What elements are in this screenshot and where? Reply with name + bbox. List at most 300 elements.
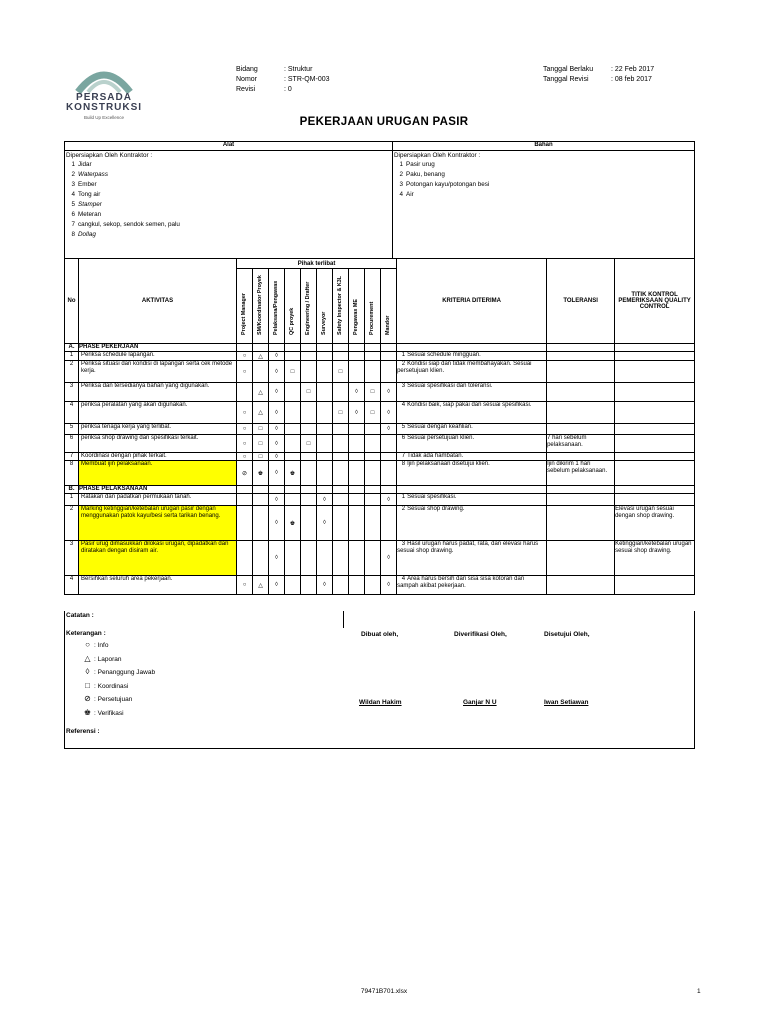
phase-label: PHASE PEKERJAAN	[79, 344, 237, 352]
role-marker	[365, 541, 381, 576]
row-activity: periksa peralatan yang akan digunakan.	[79, 402, 237, 424]
pihak-header-cell	[381, 269, 397, 344]
role-marker	[333, 435, 349, 453]
role-marker	[333, 402, 349, 424]
role-cell	[301, 344, 317, 352]
role-marker	[301, 361, 317, 383]
file-name: 79471B701.xlsx	[360, 988, 408, 995]
role-marker	[237, 506, 253, 541]
revisi-value: : 0	[284, 86, 292, 93]
pihak-header-cell	[301, 269, 317, 344]
role-marker-symbol: ◊	[275, 440, 278, 447]
role-marker	[253, 361, 269, 383]
alat-item-text: Stamper	[78, 201, 102, 208]
role-marker	[253, 461, 269, 486]
bahan-item-number: 2	[399, 171, 403, 178]
role-marker-symbol: ◊	[275, 409, 278, 416]
role-marker	[381, 361, 397, 383]
role-marker-symbol: ◊	[275, 368, 278, 375]
row-kriteria-text: Kondisi baik, siap pakai dan sesuai spesifikasi.	[407, 402, 532, 408]
role-marker	[365, 424, 381, 435]
role-marker-symbol: ♚	[257, 470, 264, 477]
dibuat-label: Dibuat oleh,	[361, 631, 399, 638]
company-logo	[58, 64, 150, 124]
row-kriteria	[397, 435, 547, 453]
role-marker	[301, 506, 317, 541]
row-kriteria-number: 4	[401, 402, 406, 408]
role-marker	[253, 435, 269, 453]
role-marker	[285, 461, 301, 486]
row-toleransi: Ijin dikirim 1 hari sebelum pelaksanaan.	[547, 461, 615, 486]
row-kriteria-number: 1	[401, 352, 406, 358]
role-marker	[301, 541, 317, 576]
alat-intro: Dipersiapkan Oleh Kontraktor :	[66, 152, 153, 159]
row-activity: Pasir urug dimasukkan dilokasi urugan, dipadatkan dan diratakan dengan disiram air.	[79, 541, 237, 576]
legend-symbol-icon: ⊘	[84, 694, 91, 703]
bahan-item-text: Pasir urug	[406, 161, 435, 168]
role-marker	[365, 461, 381, 486]
titik-kontrol-cell	[615, 344, 695, 352]
role-marker-symbol: ◊	[275, 520, 278, 526]
toleransi-cell	[547, 486, 615, 494]
role-marker	[349, 541, 365, 576]
role-marker	[301, 461, 317, 486]
row-kriteria-text: Ijin pelaksanaan disetujui klien.	[407, 461, 490, 467]
legend-item	[81, 654, 241, 668]
row-toleransi	[547, 576, 615, 595]
legend-item	[81, 681, 241, 695]
role-marker-symbol: ◊	[275, 582, 278, 588]
bahan-item	[393, 160, 694, 170]
kriteria-cell	[397, 344, 547, 352]
row-kriteria-text: Hasil urugan harus padat, rata, dan elevasi harus sesuai shop drawing.	[397, 541, 539, 554]
bidang-label: Bidang	[236, 66, 258, 73]
row-kriteria-text: Sesuai persetujuan klien.	[407, 435, 475, 441]
role-marker-symbol: ◊	[387, 426, 391, 432]
role-marker	[237, 576, 253, 595]
row-activity: Periksa situasi dan kondisi di lapangan serta cek metode kerja.	[79, 361, 237, 383]
row-kriteria-number: 6	[401, 435, 406, 441]
page-title: PEKERJAAN URUGAN PASIR	[299, 116, 469, 128]
row-kriteria-number: 8	[401, 461, 406, 467]
row-toleransi	[547, 402, 615, 424]
role-marker	[365, 383, 381, 402]
row-toleransi	[547, 424, 615, 435]
alat-item-number: 1	[71, 161, 75, 168]
role-marker-symbol: □	[306, 389, 311, 395]
role-marker	[237, 352, 253, 361]
row-titik-kontrol	[615, 402, 695, 424]
role-marker	[269, 461, 285, 486]
role-marker	[285, 424, 301, 435]
legend-symbol-icon: ○	[85, 640, 90, 649]
row-titik-kontrol	[615, 361, 695, 383]
row-activity: Koordinasi dengan pihak terkait.	[79, 453, 237, 461]
phase-b-row	[65, 486, 695, 494]
role-marker-symbol: □	[338, 409, 343, 416]
role-marker-symbol: ◊	[323, 582, 326, 588]
logo-arc-icon	[58, 64, 150, 94]
col-pihak-header: Pihak terlibat	[237, 259, 397, 269]
role-marker	[317, 361, 333, 383]
pihak-header-label: Project Manager	[241, 293, 247, 335]
legend-symbol-icon: ◊	[85, 667, 90, 676]
role-marker	[269, 453, 285, 461]
keterangan-label: Keterangan :	[66, 630, 106, 637]
role-marker	[381, 352, 397, 361]
role-marker	[301, 352, 317, 361]
bahan-item	[393, 190, 694, 200]
role-marker	[269, 506, 285, 541]
role-marker	[237, 402, 253, 424]
role-marker-symbol: ○	[242, 440, 247, 447]
alat-item	[65, 220, 392, 230]
role-cell	[253, 344, 269, 352]
alat-item	[65, 180, 392, 190]
bahan-intro: Dipersiapkan Oleh Kontraktor :	[394, 152, 481, 159]
alat-item-text: cangkul, sekop, sendok semen, palu	[78, 221, 180, 228]
role-marker-symbol: ◊	[387, 389, 391, 395]
pihak-header-label: SM/Koordinator Proyek	[257, 275, 263, 335]
alat-bahan-table	[64, 141, 695, 259]
role-cell	[333, 486, 349, 494]
col-aktivitas-header: AKTIVITAS	[79, 259, 237, 344]
role-marker-symbol: △	[258, 353, 263, 360]
alat-item	[65, 160, 392, 170]
role-marker	[381, 402, 397, 424]
row-kriteria-text: Kondisi siap dan tidak membahayakan. Sesuai persetujuan klien.	[397, 361, 532, 374]
role-marker-symbol: ◊	[387, 409, 391, 416]
role-marker	[381, 541, 397, 576]
table-row	[65, 506, 695, 541]
role-cell	[285, 344, 301, 352]
row-number: 3	[65, 383, 79, 402]
row-number: 2	[65, 506, 79, 541]
legend-symbol-icon: △	[84, 653, 91, 663]
role-marker-symbol: □	[338, 368, 343, 375]
role-marker	[317, 424, 333, 435]
role-marker	[301, 402, 317, 424]
titik-kontrol-cell	[615, 486, 695, 494]
role-marker	[333, 453, 349, 461]
row-activity: Membuat ijin pelaksanaan.	[79, 461, 237, 486]
role-marker	[333, 361, 349, 383]
row-activity: Ratakan dan padatkan permukaan tanah.	[79, 494, 237, 506]
role-marker	[365, 352, 381, 361]
role-marker-symbol: ◊	[275, 470, 278, 476]
doc-meta-right	[543, 65, 723, 85]
alat-item-number: 6	[71, 211, 75, 218]
role-marker	[317, 494, 333, 506]
pihak-header-label: Mandor	[385, 315, 391, 335]
row-toleransi	[547, 383, 615, 402]
pihak-header-cell	[333, 269, 349, 344]
role-marker	[333, 424, 349, 435]
bahan-list	[393, 160, 694, 200]
role-marker	[333, 352, 349, 361]
col-toleransi-header: TOLERANSI	[547, 259, 615, 344]
row-activity: Marking ketinggian/ketebalan urugan pasir dengan menggunakan patok kayu/besi serta tarikan benang.	[79, 506, 237, 541]
row-toleransi	[547, 541, 615, 576]
col-kriteria-header: KRITERIA DITERIMA	[397, 259, 547, 344]
role-marker	[349, 461, 365, 486]
role-marker	[285, 435, 301, 453]
row-kriteria-number: 2	[401, 361, 406, 367]
role-marker	[381, 383, 397, 402]
role-marker-symbol: ◊	[387, 555, 391, 561]
row-number: 3	[65, 541, 79, 576]
table-row	[65, 576, 695, 595]
row-titik-kontrol: Ketinggian/ketebalan urugan sesuai shop drawing.	[615, 541, 695, 576]
nomor-value: : STR-QM-003	[284, 76, 330, 83]
role-marker	[381, 506, 397, 541]
role-cell	[333, 344, 349, 352]
role-marker	[349, 361, 365, 383]
row-number: 2	[65, 361, 79, 383]
role-marker	[349, 435, 365, 453]
phase-number: A.	[65, 344, 79, 352]
footer-divider	[343, 611, 344, 628]
role-marker	[365, 361, 381, 383]
role-marker	[301, 383, 317, 402]
legend-label: : Info	[94, 642, 109, 649]
role-marker	[349, 453, 365, 461]
table-row	[65, 352, 695, 361]
row-titik-kontrol	[615, 383, 695, 402]
revisi-label: Revisi	[236, 86, 256, 93]
row-activity: Periksa dan tersedianya bahan yang digunakan.	[79, 383, 237, 402]
company-name-line2: KONSTRUKSI	[65, 102, 143, 113]
alat-item-number: 4	[71, 191, 75, 198]
pihak-header-label: Procurement	[369, 301, 375, 335]
alat-item	[65, 230, 392, 240]
pihak-header-label: Surveyor	[321, 311, 327, 335]
role-cell	[365, 486, 381, 494]
role-marker	[333, 576, 349, 595]
role-marker	[269, 383, 285, 402]
row-kriteria-number: 7	[401, 453, 406, 459]
role-marker	[285, 361, 301, 383]
role-marker	[269, 402, 285, 424]
role-marker	[365, 435, 381, 453]
role-cell	[349, 344, 365, 352]
role-marker	[317, 461, 333, 486]
role-marker-symbol: ◊	[355, 409, 358, 416]
role-marker-symbol: ◊	[275, 389, 278, 395]
row-number: 4	[65, 402, 79, 424]
role-marker	[301, 435, 317, 453]
row-kriteria-text: Sesuai shop drawing.	[407, 506, 465, 512]
role-marker-symbol: □	[258, 426, 263, 432]
row-number: 1	[65, 494, 79, 506]
role-marker	[301, 424, 317, 435]
role-marker	[381, 494, 397, 506]
role-marker	[237, 494, 253, 506]
table-row	[65, 424, 695, 435]
role-marker	[365, 506, 381, 541]
row-kriteria-number: 3	[401, 541, 406, 547]
role-marker	[237, 453, 253, 461]
table-row	[65, 402, 695, 424]
role-marker	[269, 541, 285, 576]
role-cell	[349, 486, 365, 494]
role-marker	[381, 576, 397, 595]
alat-cell	[65, 151, 393, 259]
role-marker-symbol: ◊	[355, 389, 358, 395]
role-marker-symbol: △	[258, 389, 263, 396]
kriteria-cell	[397, 486, 547, 494]
row-kriteria	[397, 402, 547, 424]
role-marker-symbol: □	[370, 409, 375, 416]
bahan-item-number: 4	[399, 191, 403, 198]
bahan-item	[393, 170, 694, 180]
page-number: 1	[697, 988, 701, 995]
diverifikasi-label: Diverifikasi Oleh,	[454, 631, 507, 638]
role-marker	[253, 576, 269, 595]
role-marker	[269, 361, 285, 383]
role-marker-symbol: □	[370, 389, 375, 395]
role-marker-symbol: △	[258, 410, 263, 416]
role-marker	[253, 352, 269, 361]
legend-label: : Verifikasi	[94, 709, 124, 717]
role-marker-symbol: ○	[242, 426, 247, 432]
role-marker	[253, 402, 269, 424]
bahan-item	[393, 180, 694, 190]
role-marker-symbol: ◊	[275, 555, 278, 561]
col-titik-kontrol-header: TITIK KONTROL PEMERIKSAAN QUALITY CONTROL	[615, 259, 695, 344]
role-marker	[349, 494, 365, 506]
row-toleransi	[547, 361, 615, 383]
role-cell	[301, 486, 317, 494]
alat-item-text: Waterpass	[78, 171, 108, 178]
row-kriteria	[397, 453, 547, 461]
role-marker	[301, 576, 317, 595]
role-marker	[285, 402, 301, 424]
row-kriteria	[397, 494, 547, 506]
doc-meta-left	[236, 65, 386, 95]
row-titik-kontrol	[615, 494, 695, 506]
nomor-label: Nomor	[236, 76, 258, 83]
company-name-line1: PERSADA	[76, 92, 132, 103]
role-marker	[301, 494, 317, 506]
alat-item-text: Jidar	[78, 161, 92, 168]
row-kriteria-number: 3	[401, 383, 406, 389]
role-marker	[237, 435, 253, 453]
row-titik-kontrol: Elevasi urugan sesuai dengan shop drawing.	[615, 506, 695, 541]
role-marker	[349, 506, 365, 541]
role-marker	[253, 541, 269, 576]
role-marker	[333, 461, 349, 486]
row-toleransi	[547, 453, 615, 461]
role-marker-symbol: ◊	[275, 353, 278, 359]
row-activity: Periksa schedule lapangan.	[79, 352, 237, 361]
role-marker	[333, 541, 349, 576]
phase-number: B.	[65, 486, 79, 494]
signer-name-2: Ganjar N U	[463, 699, 497, 706]
table-row	[65, 461, 695, 486]
row-kriteria	[397, 352, 547, 361]
role-marker	[237, 361, 253, 383]
alat-item	[65, 190, 392, 200]
row-kriteria-text: Tidak ada hambatan.	[407, 453, 464, 459]
row-kriteria-text: Sesuai spesifikasi.	[407, 494, 457, 500]
row-titik-kontrol	[615, 352, 695, 361]
role-marker	[237, 424, 253, 435]
row-kriteria	[397, 383, 547, 402]
activity-table	[64, 258, 695, 595]
role-marker	[333, 494, 349, 506]
role-marker	[269, 435, 285, 453]
row-kriteria-number: 2	[401, 506, 406, 512]
row-activity: periksa shop drawing dan spesifikasi terkait.	[79, 435, 237, 453]
role-marker-symbol: □	[290, 368, 295, 375]
role-marker	[349, 424, 365, 435]
row-titik-kontrol	[615, 424, 695, 435]
role-marker	[285, 541, 301, 576]
row-number: 6	[65, 435, 79, 453]
row-kriteria-number: 5	[401, 424, 406, 430]
role-cell	[285, 486, 301, 494]
row-number: 4	[65, 576, 79, 595]
legend-label: : Koordinasi	[94, 682, 129, 690]
alat-header: Alat	[65, 142, 393, 151]
role-marker-symbol: ♚	[289, 520, 296, 527]
role-marker	[253, 453, 269, 461]
role-cell	[317, 344, 333, 352]
role-marker	[269, 352, 285, 361]
bahan-item-text: Air	[406, 191, 414, 198]
alat-item-number: 3	[71, 181, 75, 188]
role-marker-symbol: ◊	[323, 520, 326, 526]
row-kriteria	[397, 506, 547, 541]
table-row	[65, 361, 695, 383]
bahan-cell	[393, 151, 695, 259]
role-marker	[285, 494, 301, 506]
role-cell	[381, 486, 397, 494]
row-number: 1	[65, 352, 79, 361]
row-toleransi	[547, 494, 615, 506]
alat-item-number: 7	[71, 221, 75, 228]
role-marker	[237, 383, 253, 402]
alat-item-number: 2	[71, 171, 75, 178]
role-marker	[317, 383, 333, 402]
table-row	[65, 383, 695, 402]
role-cell	[269, 344, 285, 352]
role-marker	[317, 402, 333, 424]
row-titik-kontrol	[615, 461, 695, 486]
bahan-item-number: 1	[399, 161, 403, 168]
legend-label: : Persetujuan	[94, 696, 133, 703]
row-kriteria	[397, 541, 547, 576]
role-marker-symbol: ◊	[387, 582, 391, 588]
role-marker-symbol: ◊	[323, 496, 326, 503]
row-toleransi	[547, 352, 615, 361]
alat-item	[65, 200, 392, 210]
role-marker	[269, 576, 285, 595]
disetujui-label: Disetujui Oleh,	[544, 631, 590, 638]
bahan-item-text: Potongan kayu/potongan besi	[406, 181, 490, 188]
role-marker	[285, 576, 301, 595]
legend-item	[81, 708, 241, 722]
table-row	[65, 494, 695, 506]
legend-symbol-icon: □	[85, 680, 90, 690]
pihak-header-cell	[365, 269, 381, 344]
role-marker	[349, 352, 365, 361]
referensi-label: Referensi :	[66, 728, 100, 735]
alat-list	[65, 160, 392, 240]
role-marker	[237, 461, 253, 486]
row-number: 8	[65, 461, 79, 486]
